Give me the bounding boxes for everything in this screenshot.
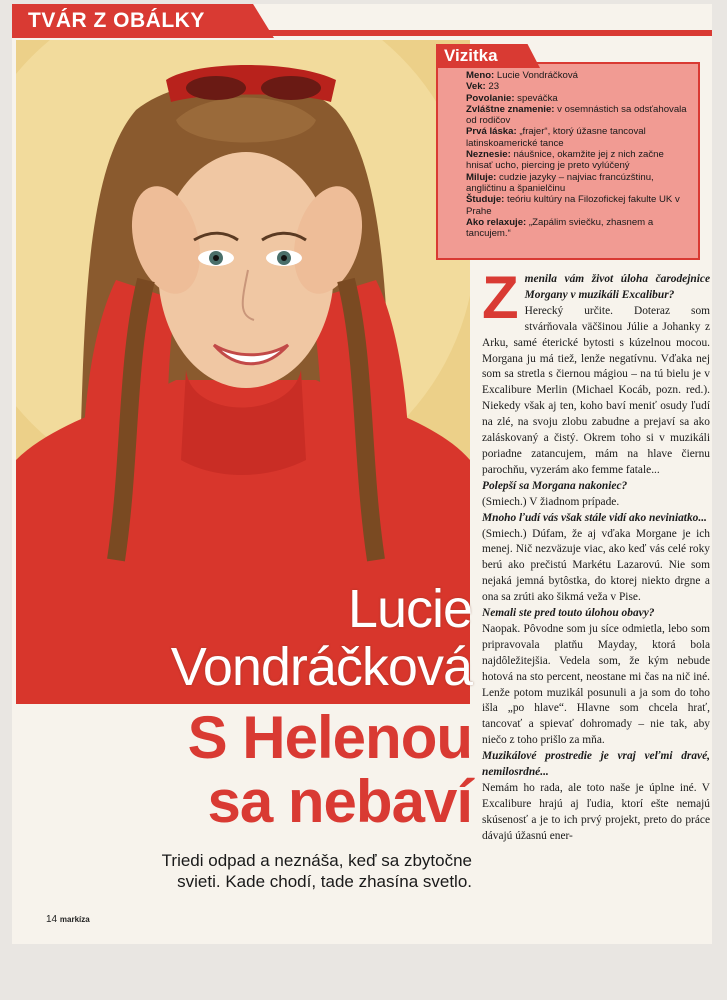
- page-footer: [46, 914, 90, 925]
- answer: (Smiech.) V žiadnom prípade.: [482, 495, 620, 508]
- name-last: Vondráčková: [170, 637, 472, 697]
- vizitka-row: Neznesie: náušnice, okamžite jej z nich začne hnisať ucho, piercing je preto vylúčený: [466, 149, 664, 172]
- vizitka-content: [436, 62, 700, 260]
- vizitka-row: Vek: 23: [466, 81, 500, 93]
- drop-cap: Z: [482, 264, 519, 331]
- answer: Naopak. Pôvodne som ju síce odmietla, lebo som pripravovala platňu Mayday, ktorá bola najdôležitejšia. Vedela som, že kým nebude hotová na sto percent, neostane mi čas na nič iné. Lenže potom muzikál posunuli a ja som do toho išla „po hlave“. Hlavne som chcela hrať, tancovať a spievať dohromady – nie tak, aby niečo z toho prišlo za mňa.: [482, 622, 710, 747]
- vizitka-row: Ako relaxuje: „Zapálim sviečku, zhasnem a tancujem.“: [466, 216, 654, 240]
- vizitka-box: [436, 44, 706, 256]
- vizitka-row: Meno: Lucie Vondráčková: [466, 70, 578, 81]
- header-rule: [252, 30, 712, 36]
- question: menila vám život úloha čarodejnice Morgany v muzikáli Excalibur?: [524, 273, 710, 301]
- vizitka-row: Prvá láska: „frajer“, ktorý úžasne tancoval latinskoamerické tance: [466, 126, 646, 149]
- section-header-title: TVÁR Z OBÁLKY: [28, 9, 205, 32]
- question: Mnoho ľudí vás však stále vidí ako neviniatko...: [482, 511, 707, 524]
- magazine-page: [12, 4, 712, 944]
- vizitka-row: Povolanie: speváčka: [466, 92, 558, 104]
- question: Muzikálové prostredie je vraj veľmi dravé, nemilosrdné...: [482, 750, 710, 779]
- name-first: Lucie: [347, 579, 472, 639]
- subtitle-line-2: svieti. Kade chodí, tade zhasína svetlo.: [177, 872, 472, 891]
- celebrity-name: [72, 580, 472, 696]
- article-body: [482, 264, 710, 845]
- headline-line-1: S Helenou: [187, 704, 472, 771]
- article-intro: [482, 264, 710, 331]
- answer: Herecký určite. Doteraz som stvárňovala väčšinou Júlie a Johanky z Arku, samé éterické bytosti s kúzelnou mocou. Morgana ju má tiež, lenže negatívnu. Vďaka nej som sa stretla s čiernou mágiou – na tú bielu je v Excalibure Merlin (Michael Kocáb, pozn. red.). Niekedy však aj ten, koho baví meniť osudy ľudí na zlé, na svoju zlobu zabudne a prejaví sa ako zaláskovaný a čistý. Okrem toho si v muzikáli poriadne zatancujem, mám na hlave čiernu parochňu, vyzerám ako femme fatale...: [482, 304, 710, 476]
- vizitka-row: Miluje: cudzie jazyky – najviac francúzštinu, angličtinu a španielčinu: [466, 171, 654, 194]
- answer: Nemám ho rada, ale toto naše je úplne iné. V Excalibure hrajú aj ľudia, ktorí ešte nemajú skúsenosť a je to ich prvý projekt, preto do práce dávajú úžasnú ener-: [482, 782, 710, 842]
- vizitka-title: Vizitka: [444, 46, 498, 65]
- question: Polepší sa Morgana nakoniec?: [482, 479, 628, 492]
- vizitka-row: Zvláštne znamenie: v osemnástich sa odsťahovala od rodičov: [466, 103, 687, 127]
- subtitle-line-1: Triedi odpad a neznáša, keď sa zbytočne: [161, 851, 472, 870]
- answer: (Smiech.) Dúfam, že aj vďaka Morgane je ich menej. Nič nezväzuje viac, ako keď vás celé roky berú ako prečistú Markétu Lazarovú. Nie som nejaká jemná bytôstka, do ktorej niekto drgne a ona sa zrúti ako šikmá veža v Pise.: [482, 527, 710, 604]
- subtitle: [32, 850, 472, 892]
- brand-logo: markíza: [59, 915, 90, 924]
- vizitka-row: Študuje: teóriu kultúry na Filozofickej fakulte UK v Prahe: [466, 194, 680, 217]
- headline-line-2: sa nebaví: [207, 768, 472, 835]
- headline: [72, 706, 472, 834]
- section-header-bar: [12, 4, 712, 38]
- question: Nemali ste pred touto úlohou obavy?: [482, 607, 655, 620]
- page-number: 14: [46, 914, 58, 925]
